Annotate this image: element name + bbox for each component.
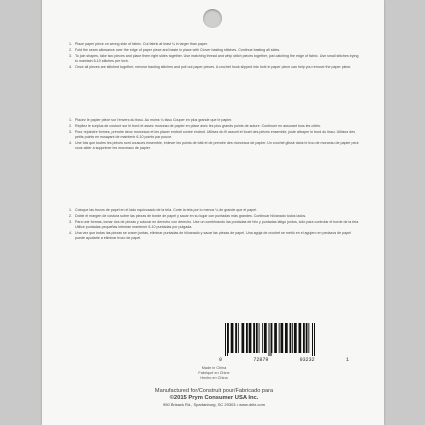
hang-hole	[203, 9, 222, 28]
instruction-step	[69, 231, 361, 240]
instruction-card	[42, 0, 384, 425]
instruction-step	[69, 220, 361, 229]
barcode-digit-group: 72879	[253, 357, 269, 363]
step-text: Fold the seam allowance over the edge of paper piece and baste in place with Clover basting stitches. Continue basting all sides.	[75, 48, 281, 53]
step-number: 3.	[69, 220, 72, 225]
manufacturer-info	[122, 388, 306, 408]
step-text: To join shapes, take two pieces and place them right sides together. Use matching thread and whip stitch pieces together, just catching the edge of fabric. Use small stitches trying to maintain 6-10 stitches per inch.	[75, 54, 359, 63]
barcode-digit-group: 0	[219, 357, 223, 363]
step-text: Place paper piece on wrong side of fabric. Cut fabric at least ¼ in larger than paper.	[75, 42, 208, 46]
step-number: 1.	[69, 208, 72, 212]
step-number: 1.	[69, 42, 72, 46]
step-text: Doble el margen de costura sobre las piezas de borde de papel y sacar en su lugar con puntadas más grandes. Continuar hilvanado todos lados.	[75, 214, 307, 219]
instruction-step	[69, 208, 361, 213]
step-number: 4.	[69, 65, 72, 70]
step-number: 1.	[69, 118, 72, 122]
step-text: Coloque las trozos de papel en el lado equivocado de la tela. Corte la tela por lo menos ¼ de grande que el papel.	[75, 208, 258, 212]
address-line: 950 Brisack Rd., Spartanburg, SC 29303 • www.dritz.com	[163, 402, 265, 407]
barcode-digits	[219, 357, 349, 363]
manufactured-for-line: Manufactured for/Construit pour/Fabricado para	[154, 388, 274, 394]
instruction-step	[69, 118, 361, 123]
step-number: 4.	[69, 141, 72, 146]
spanish-instructions	[69, 208, 361, 242]
step-text: Una vez que todas las piezas se cosen juntas, eliminar puntadas de hilvanado y sacar las piezas de papel. Una aguja de crochet se metió en el agujero en pedazos de papel puede ayudarle a eliminar trozo de papel.	[75, 231, 351, 240]
made-in-french: Fabriqué en Chine	[198, 371, 230, 375]
barcode-digit-group: 03232	[299, 357, 315, 363]
step-text: Pour rejoindre formes, prendre deux morceaux et les placer endroit contre endroit. Utilisez du fil assorti et fouet des pièces ensemble, juste attraper le bord du tissu. Utilisez des petits points en essayant de maintenir 6-10 points par pouce.	[75, 130, 356, 139]
barcode-digit-group: 1	[345, 357, 349, 363]
step-number: 2.	[69, 214, 72, 219]
made-in-english: Made in China	[201, 366, 227, 370]
instruction-step	[69, 65, 361, 70]
instruction-step	[69, 124, 361, 129]
step-text: Para unir formas, tomar dos de piezas y colocar en derecho con derecho. Use un combinando las puntadas de hilo y puntadas látigo juntos, sólo para controlar el borde de la tela. Utilice puntadas pequeñas intentan mantener 6-10 puntadas por pulgada.	[75, 220, 360, 229]
step-number: 2.	[69, 48, 72, 53]
step-number: 4.	[69, 231, 72, 236]
instruction-step	[69, 48, 361, 53]
step-text: Once all pieces are stitched together, remove basting stitches and pull out paper pieces. A crochet hook slipped into hole in paper piece can help you remove the paper piece.	[75, 65, 352, 70]
english-instructions	[69, 42, 361, 71]
step-number: 3.	[69, 54, 72, 59]
barcode-bars	[219, 323, 349, 356]
step-number: 2.	[69, 124, 72, 129]
copyright-line: ©2015 Prym Consumer USA Inc.	[169, 395, 259, 401]
step-text: Repliez le surplus de couture sur le bord et assez morceau de papier en place avec les plus grands points de suture. Continuer en assurant tous les côtés.	[75, 124, 321, 129]
instruction-step	[69, 141, 361, 150]
instruction-step	[69, 54, 361, 63]
made-in-spanish: Hecho en China	[200, 376, 228, 380]
instruction-step	[69, 42, 361, 47]
step-number: 3.	[69, 130, 72, 135]
made-in-label	[184, 366, 244, 381]
step-text: Une fois que toutes les pièces sont cousues ensemble, enlever les points de bâti et de prendre des morceaux de papier. Un crochet glissé dans le trou de morceau de papier peut vous aider à supprimer les morceaux de papier.	[75, 141, 359, 150]
instruction-step	[69, 130, 361, 139]
french-instructions	[69, 118, 361, 152]
upc-barcode	[219, 323, 349, 363]
instruction-step	[69, 214, 361, 219]
step-text: Placez le papier pièce sur l'envers du tissu. Au moins ¼ tissu Couper en plus grande que le papier.	[75, 118, 233, 122]
